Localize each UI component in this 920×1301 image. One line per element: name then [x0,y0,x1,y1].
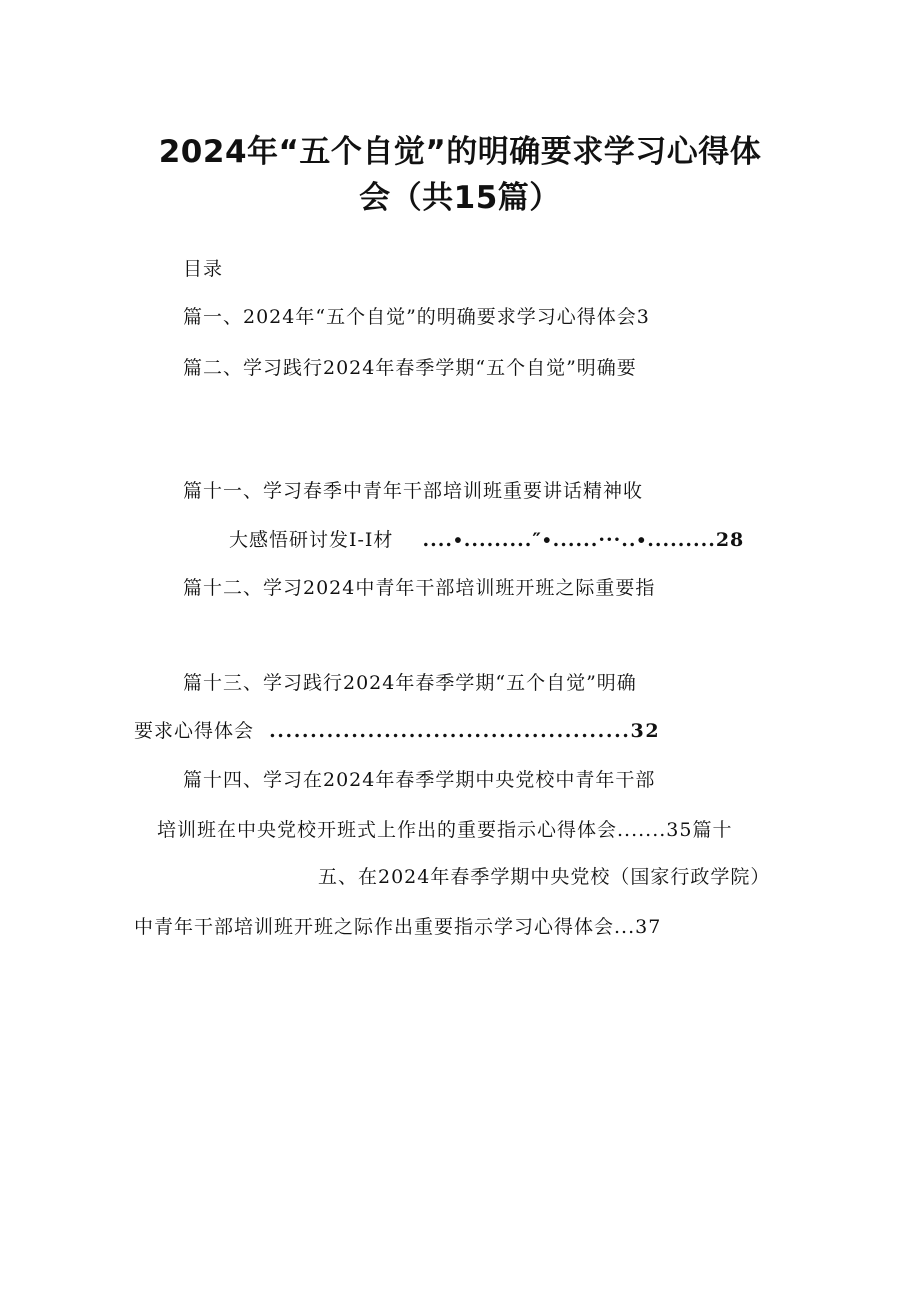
toc-entry-14-cont[interactable]: 培训班在中央党校开班式上作出的重要指示心得体会.......35篇十 [157,819,733,841]
title-line-1: 2024年“五个自觉”的明确要求学习心得体 [158,134,762,170]
toc-leader-dots: ............................................32 [269,720,661,742]
toc-entry-11-cont[interactable] [229,525,744,552]
toc-entry-15-cont[interactable]: 中青年干部培训班开班之际作出重要指示学习心得体会...37 [134,916,662,938]
toc-entry-2[interactable]: 篇二、学习践行2024年春季学期“五个自觉”明确要 [183,357,637,379]
toc-entry-text: 大感悟研讨发I-I材 [229,529,394,551]
toc-entry-text: 要求心得体会 [134,720,255,742]
toc-entry-15[interactable]: 五、在2024年春季学期中央党校（国家行政学院） [318,866,771,888]
toc-heading: 目录 [183,258,224,280]
toc-entry-14[interactable]: 篇十四、学习在2024年春季学期中央党校中青年干部 [183,769,656,791]
toc-entry-1[interactable]: 篇一、2024年“五个自觉”的明确要求学习心得体会3 [183,306,650,328]
toc-entry-13[interactable]: 篇十三、学习践行2024年春季学期“五个自觉”明确 [183,672,637,694]
toc-leader-dots: ....∙.........″∙......···..∙.........28 [422,529,745,551]
toc-entry-12[interactable]: 篇十二、学习2024中青年干部培训班开班之际重要指 [183,577,656,599]
toc-entry-11[interactable]: 篇十一、学习春季中青年干部培训班重要讲话精神收 [183,480,644,502]
toc-entry-13-cont[interactable] [134,716,660,743]
title-line-2: 会（共15篇） [359,180,561,216]
